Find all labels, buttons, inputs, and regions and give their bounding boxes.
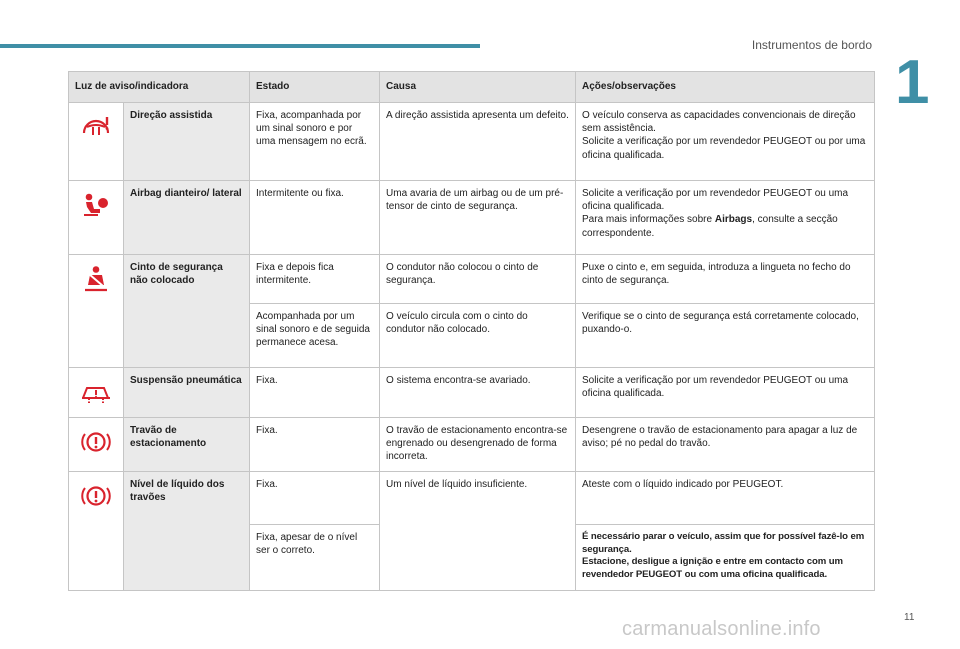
air-suspension-warning-icon bbox=[69, 368, 124, 418]
state-cell: Fixa. bbox=[250, 418, 380, 472]
cause-cell: A direção assistida apresenta um defeito. bbox=[380, 103, 576, 181]
header-accent-bar bbox=[0, 44, 480, 48]
col-header-light: Luz de aviso/indicadora bbox=[69, 72, 250, 103]
action-cell: Puxe o cinto e, em seguida, introduza a lingueta no fecho do cinto de segurança. bbox=[576, 255, 875, 304]
light-name: Airbag dianteiro/ lateral bbox=[124, 181, 250, 255]
state-cell: Fixa, acompanhada por um sinal sonoro e por uma mensagem no ecrã. bbox=[250, 103, 380, 181]
state-cell: Fixa e depois fica intermitente. bbox=[250, 255, 380, 304]
table-row bbox=[69, 103, 875, 181]
state-cell: Acompanhada por um sinal sonoro e de seguida permanece acesa. bbox=[250, 304, 380, 368]
action-cell: Solicite a verificação por um revendedor PEUGEOT ou uma oficina qualificada. bbox=[576, 368, 875, 418]
action-cell bbox=[576, 525, 875, 591]
action-text: Solicite a verificação por um revendedor PEUGEOT ou por uma oficina qualificada. bbox=[582, 136, 866, 161]
action-text bbox=[582, 213, 868, 239]
table-header-row bbox=[69, 72, 875, 103]
warning-lights-table bbox=[68, 71, 875, 591]
table-row bbox=[69, 368, 875, 418]
light-name: Travão de estacionamento bbox=[124, 418, 250, 472]
table-row bbox=[69, 255, 875, 304]
table-row bbox=[69, 181, 875, 255]
cause-cell: O veículo circula com o cinto do condutor não colocado. bbox=[380, 304, 576, 368]
light-name: Direção assistida bbox=[124, 103, 250, 181]
steering-wheel-warning-icon bbox=[69, 103, 124, 181]
state-cell: Fixa. bbox=[250, 368, 380, 418]
state-cell: Intermitente ou fixa. bbox=[250, 181, 380, 255]
chapter-number: 1 bbox=[895, 48, 930, 117]
page-number: 11 bbox=[904, 612, 915, 623]
parking-brake-warning-icon bbox=[69, 418, 124, 472]
brake-fluid-warning-icon bbox=[69, 472, 124, 591]
action-text: Estacione, desligue a ignição e entre em contacto com um revendedor PEUGEOT ou com uma oficina qualificada. bbox=[582, 556, 843, 580]
action-cell bbox=[576, 103, 875, 181]
state-cell: Fixa. bbox=[250, 472, 380, 525]
cause-cell: Uma avaria de um airbag ou de um pré-tensor de cinto de segurança. bbox=[380, 181, 576, 255]
action-cell bbox=[576, 181, 875, 255]
action-text-part: , consulte a secção correspondente. bbox=[582, 214, 838, 239]
action-cell: Desengrene o travão de estacionamento para apagar a luz de aviso; pé no pedal do travão. bbox=[576, 418, 875, 472]
action-cell: Verifique se o cinto de segurança está corretamente colocado, puxando-o. bbox=[576, 304, 875, 368]
state-cell: Fixa, apesar de o nível ser o correto. bbox=[250, 525, 380, 591]
cause-cell: O condutor não colocou o cinto de segurança. bbox=[380, 255, 576, 304]
cause-cell: O sistema encontra-se avariado. bbox=[380, 368, 576, 418]
section-title: Instrumentos de bordo bbox=[751, 38, 872, 52]
col-header-state: Estado bbox=[250, 72, 380, 103]
table-row bbox=[69, 472, 875, 525]
action-text: É necessário parar o veículo, assim que for possível fazê-lo em segurança. bbox=[582, 531, 865, 555]
cause-cell: Um nível de líquido insuficiente. bbox=[380, 472, 576, 591]
table-row bbox=[69, 418, 875, 472]
action-text: O veículo conserva as capacidades convencionais de direção sem assistência. bbox=[582, 110, 856, 135]
action-text: Solicite a verificação por um revendedor PEUGEOT ou uma oficina qualificada. bbox=[582, 188, 849, 213]
action-cell: Ateste com o líquido indicado por PEUGEOT. bbox=[576, 472, 875, 525]
light-name: Cinto de segurança não colocado bbox=[124, 255, 250, 368]
watermark: carmanualsonline.info bbox=[622, 618, 821, 640]
action-text-part: Para mais informações sobre bbox=[582, 214, 715, 226]
airbag-warning-icon bbox=[69, 181, 124, 255]
light-name: Nível de líquido dos travões bbox=[124, 472, 250, 591]
seatbelt-warning-icon bbox=[69, 255, 124, 368]
col-header-cause: Causa bbox=[380, 72, 576, 103]
light-name: Suspensão pneumática bbox=[124, 368, 250, 418]
cause-cell: O travão de estacionamento encontra-se engrenado ou desengrenado de forma incorreta. bbox=[380, 418, 576, 472]
col-header-action: Ações/observações bbox=[576, 72, 875, 103]
airbags-reference: Airbags bbox=[714, 214, 753, 226]
